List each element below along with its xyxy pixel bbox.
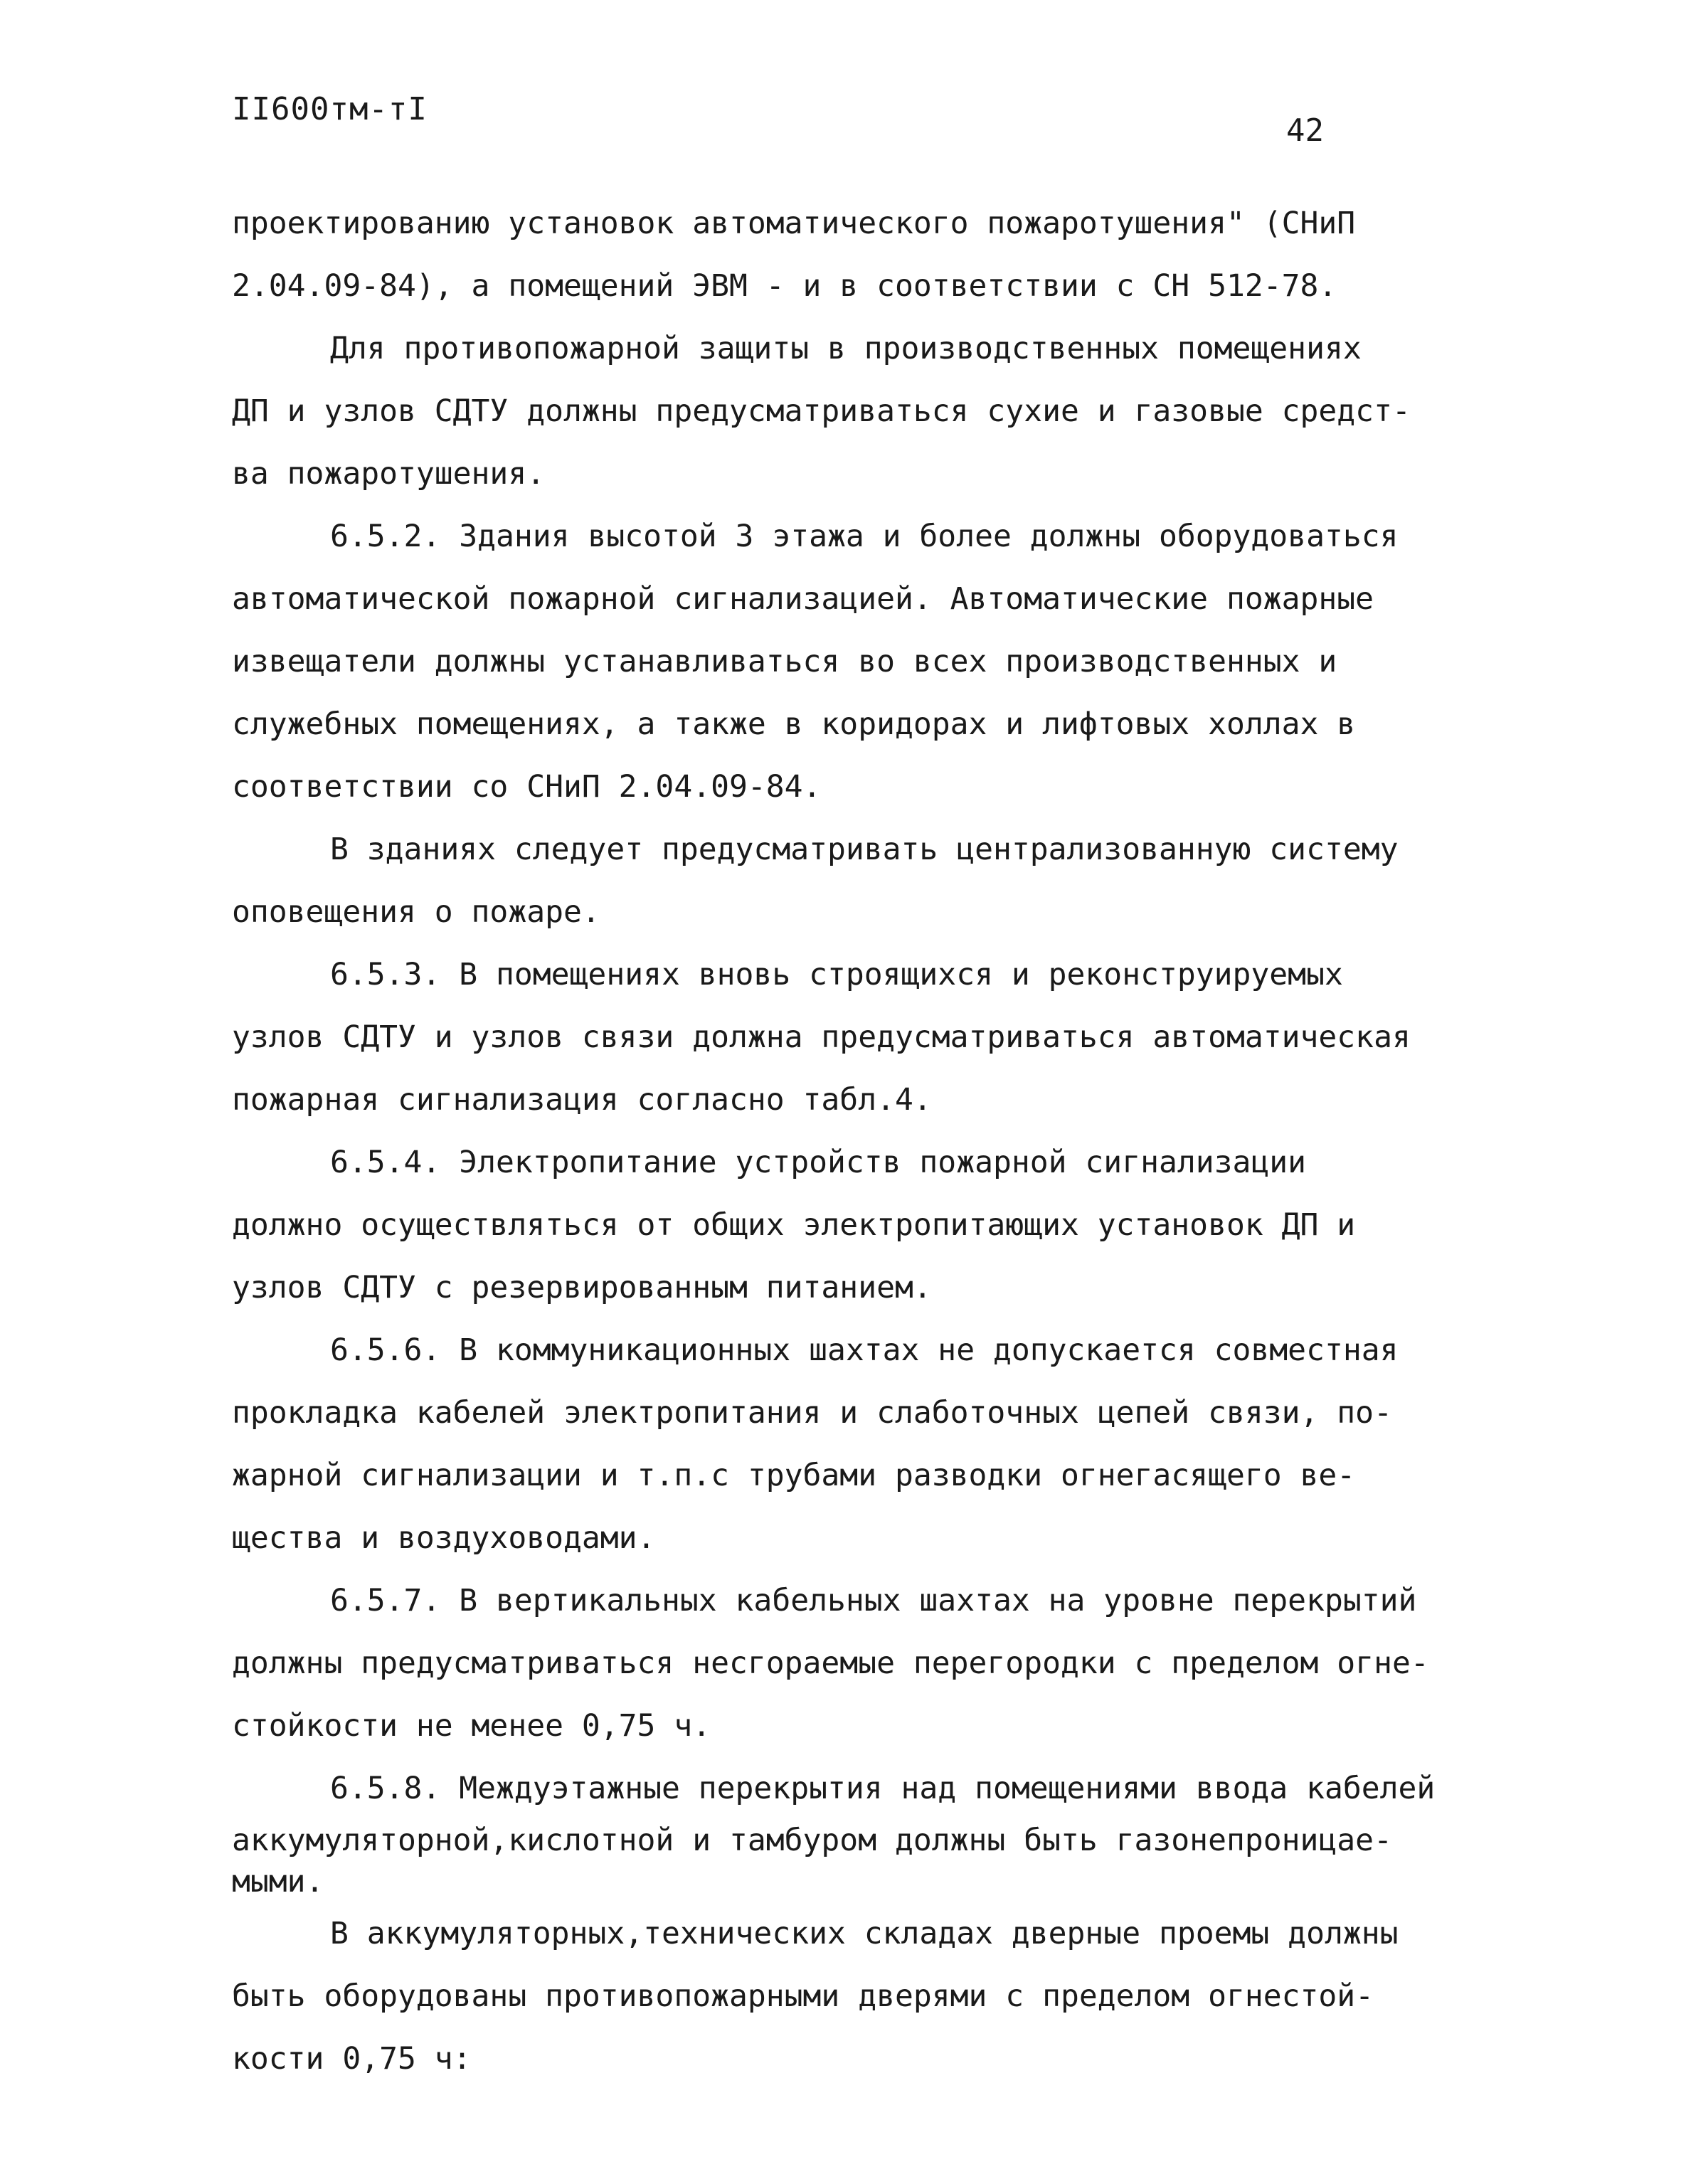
text-line: должны предусматриваться несгораемые перегородки с пределом огне- [232, 1645, 1429, 1681]
text-line: стойкости не менее 0,75 ч. [232, 1708, 711, 1744]
page-number: 42 [1286, 112, 1324, 149]
text-line: аккумуляторной,кислотной и тамбуром должны быть газонепроницае- [232, 1823, 1392, 1858]
body-text [232, 192, 1584, 2090]
text-line: должно осуществляться от общих электропитающих установок ДП и [232, 1207, 1356, 1243]
text-line: пожарная сигнализация согласно табл.4. [232, 1082, 932, 1118]
text-line: автоматической пожарной сигнализацией. Автоматические пожарные [232, 581, 1374, 617]
text-line: жарной сигнализации и т.п.с трубами разводки огнегасящего ве- [232, 1458, 1356, 1493]
text-line: Для противопожарной защиты в производственных помещениях [330, 331, 1362, 366]
text-line: извещатели должны устанавливаться во всех производственных и [232, 644, 1337, 679]
text-line: щества и воздуховодами. [232, 1520, 656, 1556]
text-line: 6.5.3. В помещениях вновь строящихся и реконструируемых [330, 957, 1343, 992]
text-line: В аккумуляторных,технических складах дверные проемы должны [330, 1916, 1399, 1951]
text-line: 2.04.09-84), а помещений ЭВМ - и в соответствии с СН 512-78. [232, 268, 1337, 304]
text-line: узлов СДТУ с резервированным питанием. [232, 1270, 932, 1305]
text-line: ДП и узлов СДТУ должны предусматриваться сухие и газовые средст- [232, 393, 1411, 429]
text-line: мыми. [232, 1864, 324, 1899]
document-code: II600тм-тI [232, 91, 428, 127]
text-line: соответствии со СНиП 2.04.09-84. [232, 769, 822, 805]
text-line: быть оборудованы противопожарными дверями с пределом огнестой- [232, 1978, 1374, 2014]
text-line: 6.5.7. В вертикальных кабельных шахтах на уровне перекрытий [330, 1583, 1417, 1618]
text-line: 6.5.2. Здания высотой 3 этажа и более должны оборудоваться [330, 519, 1399, 554]
text-line: В зданиях следует предусматривать централизованную систему [330, 832, 1399, 867]
text-line: ва пожаротушения. [232, 456, 546, 492]
text-line: служебных помещениях, а также в коридорах и лифтовых холлах в [232, 706, 1356, 742]
text-line: проектированию установок автоматического пожаротушения" (СНиП [232, 206, 1356, 241]
text-line: 6.5.4. Электропитание устройств пожарной сигнализации [330, 1145, 1307, 1180]
text-line: 6.5.8. Междуэтажные перекрытия над помещениями ввода кабелей [330, 1771, 1436, 1806]
text-line: кости 0,75 ч: [232, 2041, 472, 2077]
text-line: прокладка кабелей электропитания и слаботочных цепей связи, по- [232, 1395, 1392, 1431]
text-line: 6.5.6. В коммуникационных шахтах не допускается совместная [330, 1332, 1399, 1368]
text-line: оповещения о пожаре. [232, 894, 600, 930]
text-line: узлов СДТУ и узлов связи должна предусматриваться автоматическая [232, 1019, 1411, 1055]
